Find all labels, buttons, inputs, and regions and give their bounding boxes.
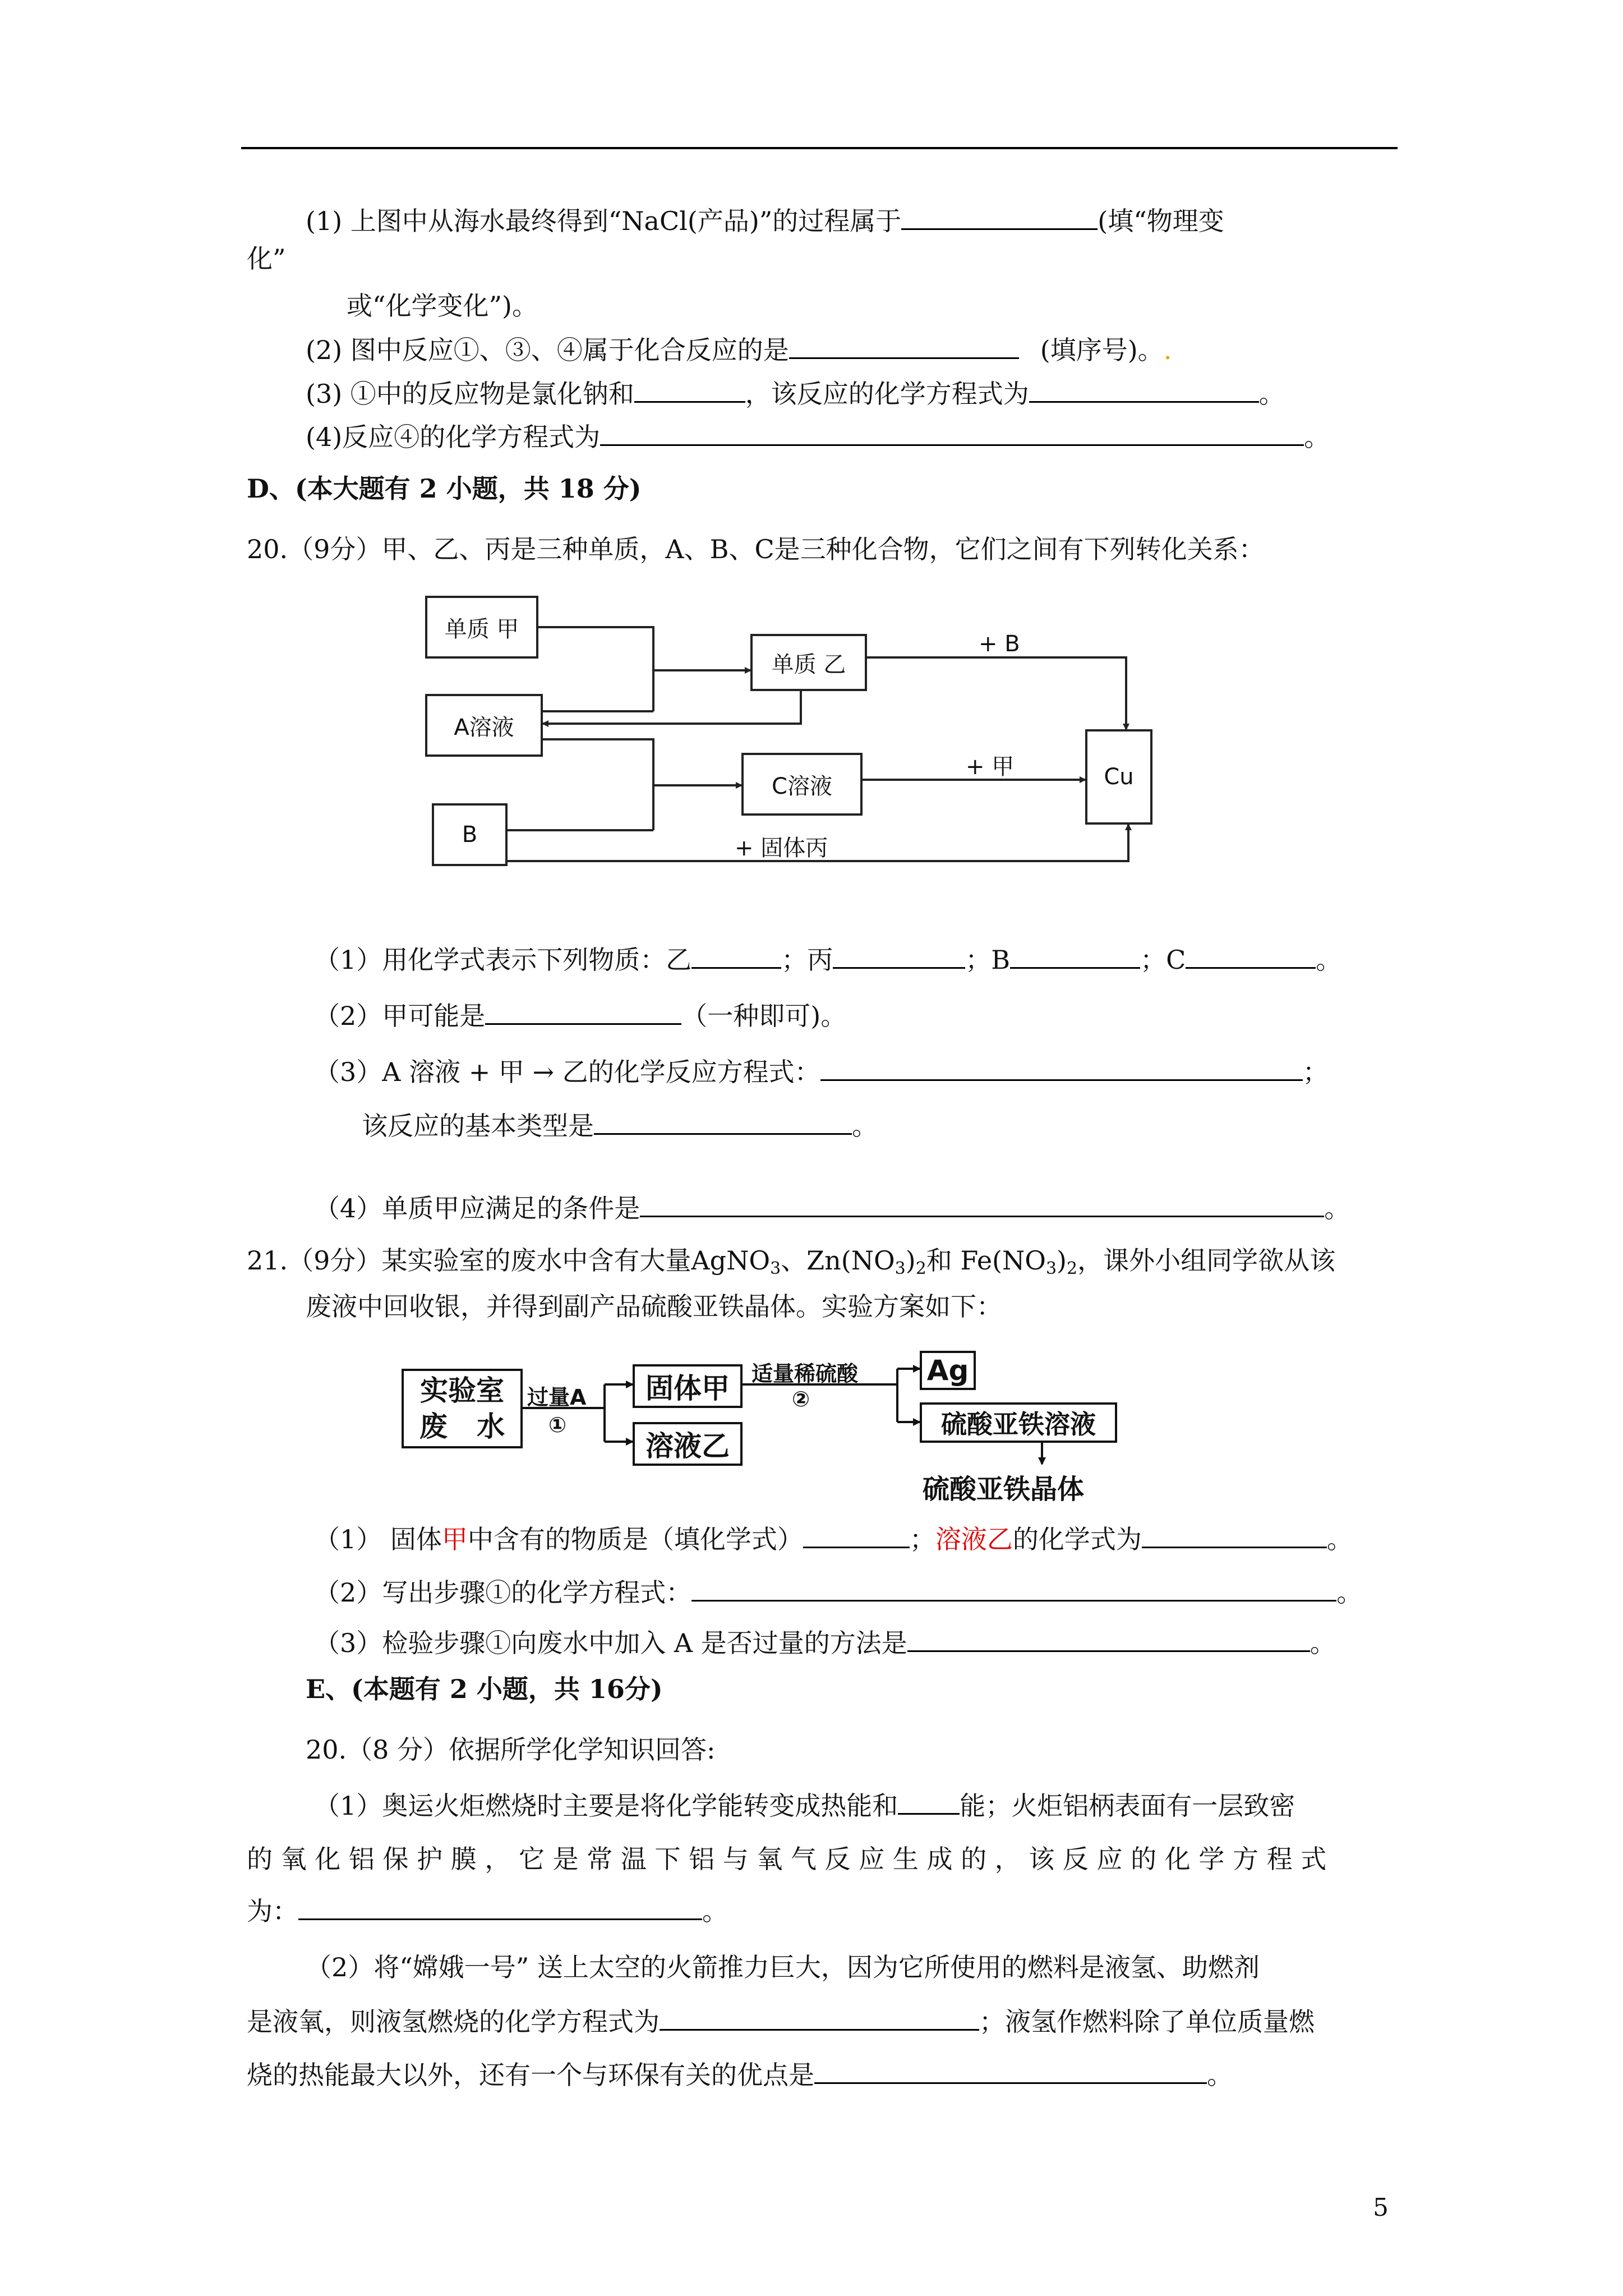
section-e-heading: E、(本题有 2 小题，共 16分) (306, 1674, 663, 1704)
q21-part2: （2）写出步骤①的化学方程式： 。 (314, 1577, 1363, 1608)
section-d-heading: D、(本大题有 2 小题，共 18 分) (247, 473, 642, 504)
answer-blank[interactable] (691, 1576, 1336, 1602)
q21-stem-line1: 21.（9分）某实验室的废水中含有大量AgNO$_3$、$Zn(NO_3)_2$和 $Fe(NO_3)_2$，课外小组同学欲从该 (247, 1245, 1336, 1278)
q20e-part1-line2: 的 氧 化 铝 保 护 膜 ， 它 是 常 温 下 铝 与 氧 气 反 应 生 成 的 ， 该 反 应 的 化 学 方 程 式 (247, 1844, 1327, 1874)
box-lab-wastewater: 实验室 废 水 (402, 1369, 523, 1448)
box-ag: Ag (920, 1351, 976, 1390)
q20-part2: （2）甲可能是 （一种即可)。 (314, 1001, 847, 1031)
answer-blank[interactable] (298, 1895, 702, 1920)
q21-part3: （3）检验步骤①向废水中加入 A 是否过量的方法是 。 (314, 1628, 1336, 1658)
label-plus-solid-bing: + 固体丙 (735, 835, 828, 861)
label-ferrous-sulfate-crystal: 硫酸亚铁晶体 (923, 1474, 1085, 1505)
q21-stem-line2: 废液中回收银，并得到副产品硫酸亚铁晶体。实验方案如下： (306, 1291, 1002, 1322)
q19-part3: (3) ①中的反应物是氯化钠和 ，该反应的化学方程式为 。 (306, 379, 1285, 409)
answer-blank[interactable] (803, 1523, 910, 1548)
q21-part1: （1） 固体甲中含有的物质是（填化学式） ；溶液乙的化学式为 。 (314, 1524, 1353, 1554)
q20e-part1-line3: 为： 。 (247, 1896, 728, 1926)
answer-blank[interactable] (907, 1627, 1310, 1652)
q19-part1: (1) 上图中从海水最终得到“NaCl(产品)”的过程属于 (填“物理变 (306, 206, 1224, 236)
q19-part1-cont: 或“化学变化”)。 (347, 291, 538, 321)
box-solid-jia: 固体甲 (633, 1364, 743, 1408)
page-number: 5 (1373, 2193, 1389, 2222)
q20-part3-type: 该反应的基本类型是 。 (362, 1111, 878, 1141)
label-plus-jia: + 甲 (966, 754, 1015, 780)
box-cu: Cu (1085, 729, 1152, 825)
q20-part4: （4）单质甲应满足的条件是 。 (314, 1193, 1350, 1223)
q19-part4: (4)反应④的化学方程式为 。 (306, 422, 1330, 452)
label-excess-a: 过量A (527, 1385, 587, 1410)
label-plus-b: + B (979, 631, 1020, 657)
answer-blank[interactable] (660, 2005, 979, 2031)
box-solution-a: A溶液 (425, 694, 543, 757)
q20-stem: 20.（9分）甲、乙、丙是三种单质，A、B、C是三种化合物，它们之间有下列转化关系： (247, 534, 1265, 564)
answer-blank[interactable] (898, 1789, 960, 1815)
answer-blank[interactable] (814, 2059, 1207, 2084)
q20-part1: （1）用化学式表示下列物质：乙 ；丙 ；B ；C 。 (314, 945, 1342, 975)
q20e-stem: 20.（8 分）依据所学化学知识回答: (306, 1734, 716, 1765)
q19-part2: (2) 图中反应①、③、④属于化合反应的是 (填序号)。. (306, 335, 1172, 365)
answer-blank[interactable] (1142, 1523, 1327, 1548)
q20e-part2: （2）将“嫦娥一号” 送上太空的火箭推力巨大，因为它所使用的燃料是液氢、助燃剂 (306, 1952, 1260, 1982)
box-b: B (432, 803, 508, 866)
box-single-jia: 单质 甲 (425, 596, 538, 659)
label-step-1: ① (548, 1412, 567, 1437)
q20e-part2-line3: 烧的热能最大以外，还有一个与环保有关的优点是 。 (247, 2060, 1233, 2090)
box-solution-yi: 溶液乙 (633, 1422, 743, 1466)
q20-part3: （3）A 溶液 + 甲 → 乙的化学反应方程式： ； (314, 1057, 1329, 1087)
box-solution-c: C溶液 (741, 753, 863, 816)
q19-part1-wrap: 化” (247, 243, 286, 274)
label-dilute-sulfuric-acid: 适量稀硫酸 (751, 1361, 859, 1386)
q20e-part1: （1）奥运火炬燃烧时主要是将化学能转变成热能和 能；火炬铝柄表面有一层致密 (314, 1791, 1295, 1821)
q20e-part2-line2: 是液氧，则液氢燃烧的化学方程式为 ；液氢作燃料除了单位质量燃 (247, 2007, 1315, 2037)
label-step-2: ② (792, 1387, 810, 1411)
box-single-yi: 单质 乙 (750, 634, 867, 691)
box-ferrous-sulfate-solution: 硫酸亚铁溶液 (920, 1402, 1117, 1443)
